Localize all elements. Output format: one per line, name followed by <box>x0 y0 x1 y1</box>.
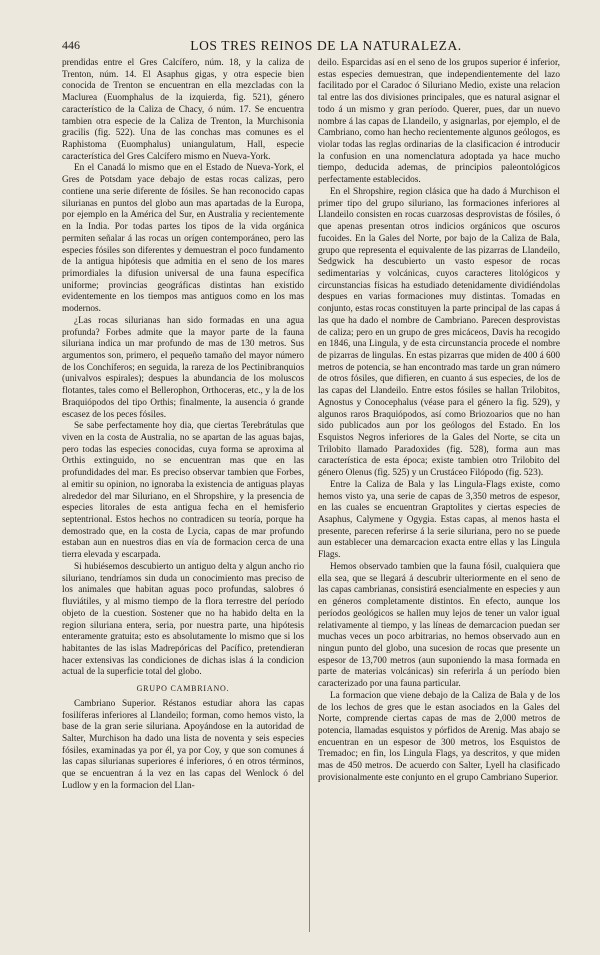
paragraph: En el Canadá lo mismo que en el Estado de Nueva-York, el Gres de Potsdam yace debajo de estas rocas calizas, pero contiene una serie diferente de fósiles. Se han reconocido capas silurianas en puntos del globo aun mas apartadas de la Europa, por ejemplo en la América del Sur, en Australia y recientemente en la India. Por todas partes los tipos de la vida orgánica permiten señalar á las rocas un orígen contemporáneo, pero las especies fósiles son diferentes y demuestran el poco fundamento de la antigua hipótesis que admitia en el seno de los mares primordiales la difusion universal de una fauna específica uniforme; provincias geográficas distintas han existido evidentemente en los tiempos mas antiguos como en los mas modernos. <box>62 163 304 315</box>
paragraph: Hemos observado tambien que la fauna fósil, cualquiera que ella sea, que se llegará á descubrir ulteriormente en el seno de las capas cambrianas, consistirá esencialmente en especies y aun en géneros completamente distintos. En efecto, aunque los períodos geológicos se hallen muy lejos de tener un valor igual relativamente al tiempo, y las líneas de demarcacion puedan ser muchas veces un poco arbitrarias, no hemos observado aun en ningun punto del globo, una sucesion de rocas que presente un espesor de 13,700 metros (aun suponiendo la masa formada en parte de materias volcánicas) sin referirla á un período bien caracterizado por una fauna particular. <box>318 561 560 690</box>
paragraph: Si hubiésemos descubierto un antiguo delta y algun ancho rio siluriano, tendríamos sin duda un conocimiento mas preciso de los animales que habitan aguas poco profundas, salobres ó fluviátiles, y al mismo tiempo de la flora terrestre del período objeto de la cuestion. Sostener que no ha habido delta en la region siluriana entera, seria, por nuestra parte, una hipótesis enteramente gratuita; esto es absolutamente lo mismo que si los habitantes de las islas Madrepóricas del Pacífico, pretendieran hacer extensivas las condiciones de dichas islas á la condicion actual de la superficie total del globo. <box>62 561 304 678</box>
column-divider <box>309 60 310 932</box>
paragraph: La formacion que viene debajo de la Caliza de Bala y de los de los lechos de gres que le estan asociados en la Gales del Norte, comprende ciertas capas de mas de 2,000 metros de potencia, llamadas esquistos y pórfidos de Arenig. Mas abajo se encuentran en un espesor de 300 metros, los Esquistos de Tremadoc; en fin, los Lingula Flags, ya descritos, y que miden mas de 450 metros. De acuerdo con Salter, Lyell ha clasificado provisionalmente este conjunto en el grupo Cambriano Superior. <box>318 690 560 783</box>
paragraph: Entre la Caliza de Bala y las Lingula-Flags existe, como hemos visto ya, una serie de capas de 3,350 metros de espesor, en las cuales se encuentran Graptolites y ciertas especies de Asaphus, Calymene y Ogygia. Estas capas, al menos hasta el presente, parecen referirse á la serie siluriana, pero no se puede aun establecer una demarcacion exacta entre ellas y las Lingula Flags. <box>318 479 560 561</box>
paragraph: Se sabe perfectamente hoy dia, que ciertas Terebrátulas que viven en la costa de Australia, no se apartan de las aguas bajas, pero todas las especies conocidas, cuya forma se aproxima al Orthis extinguido, no se encuentran mas que en las profundidades del mar. Es preciso observar tambien que Forbes, al emitir su opinion, no ignoraba la existencia de antiguas playas alrededor del mar Siluriano, en el Shropshire, y la presencia de especies litorales de esta antigua fecha en el hemisferio septentrional. Estos hechos no contradicen su teoría, porque ha demostrado que, en la costa de Lycia, capas de mar profundo estaban aun en nuestros dias en vía de formacion cerca de una tierra elevada y escarpada. <box>62 421 304 561</box>
page-header <box>62 38 558 54</box>
running-title: LOS TRES REINOS DE LA NATURALEZA. <box>190 38 462 53</box>
paragraph: Cambriano Superior. Réstanos estudiar ahora las capas fosilíferas inferiores al Llandeilo; forman, como hemos visto, la base de la gran serie siluriana. Apoyándose en la autoridad de Salter, Murchison ha dado una lista de noventa y seis especies fósiles, examinadas ya por él, ya por Coy, y que son comunes á las capas silurianas superiores é inferiores, ó en otros términos, que se encuentran á la vez en las capas del Wenlock ó del Ludlow y en la formacion del Llan- <box>62 698 304 791</box>
paragraph: En el Shropshire, region clásica que ha dado á Murchison el primer tipo del grupo siluriano, las formaciones inferiores al Llandeilo consisten en rocas cuarzosas desprovistas de fósiles, ó que apenas presentan otros indicios orgánicos que oscuros fucoides. En la Gales del Norte, por bajo de la Caliza de Bala, grupo que representa el equivalente de las pizarras de Llandeilo, Sedgwick ha descubierto un vasto espesor de rocas sedimentarias y volcánicas, cuyos caracteres litológicos y circunstancias físicas ha estudiado detenidamente dividiéndolas despues en varias formaciones muy distintas. Tomadas en conjunto, estas rocas constituyen la parte principal de las capas á las que ha dado el nombre de Cambriano. Parecen desprovistas de caliza; pero en un grupo de gres micáceos, Davis ha recogido en 1846, una Lingula, y de esta circunstancia procede el nombre de pizarras de lingulas. En estas pizarras que miden de 400 á 600 metros de potencia, se han encontrado mas tarde un gran número de otros fósiles, que difieren, en cuanto á sus especies, de los de las capas del Llandeilo. Entre estos fósiles se hallan Trilobitos, Agnostus y Conocephalus (véase para el género la fig. 529), y algunos raros Braquiópodos, así como Briozoarios que no han sido publicados aun por los geólogos del Estado. En los Esquistos Negros inferiores de la Gales del Norte, se cita un Trilobito llamado Paradoxides (fig. 528), forma aun mas característica de esta época; existe tambien otro Trilobito del género Olenus (fig. 525) y un Crustáceo Filópodo (fig. 523). <box>318 186 560 479</box>
page-number: 446 <box>62 38 80 52</box>
paragraph: ¿Las rocas silurianas han sido formadas en una agua profunda? Forbes admite que la mayor parte de la fauna siluriana indica un mar profundo de mas de 130 metros. Sus argumentos son, primero, el pequeño tamaño del mayor número de los Conchíferos; en seguida, la rareza de los Pectinibranquios (univalvos espirales); despues la abundancia de los moluscos flotantes, tales como el Bellerophon, Orthoceras, etc., y la de los Braquiópodos del tipo Orthis; finalmente, la ausencia ó grande escasez de los peces fósiles. <box>62 315 304 420</box>
section-heading: GRUPO CAMBRIANO. <box>136 684 230 694</box>
paragraph: deilo. Esparcidas así en el seno de los grupos superior é inferior, estas especies demuestran, que independientemente del lazo facilitado por el Caradoc ó Siluriano Medio, existe una relacion tal entre las dos divisiones principales, que es natural asignar el todo á un mismo y gran período. Querer, pues, dar un nuevo nombre á las capas de Llandeilo, y asignarlas, por ejemplo, el de Cambriano, como han hecho recientemente algunos geólogos, es violar todas las reglas ordinarias de la clasificacion é introducir la confusion en una nomenclatura adoptada ya hace mucho tiempo, deducida ademas, de principios paleontológicos perfectamente establecidos. <box>318 58 560 186</box>
paragraph: prendidas entre el Gres Calcífero, núm. 18, y la caliza de Trenton, núm. 14. El Asaphus gigas, y otra especie bien conocida de Trenton se encuentran en ella mezcladas con la Maclurea (Euomphalus de la izquierda, fig. 521), género característico de la Caliza de Chacy, ó núm. 17. Se encuentra tambien otra especie de la Caliza de Trenton, la Murchisonia gracilis (fig. 522). Una de las conchas mas comunes es el Raphistoma (Euomphalus) uniangulatum, Hall, especie característica del Gres Calcífero mismo en Nueva-York. <box>62 58 304 162</box>
right-column <box>318 58 560 785</box>
left-column <box>62 58 304 793</box>
